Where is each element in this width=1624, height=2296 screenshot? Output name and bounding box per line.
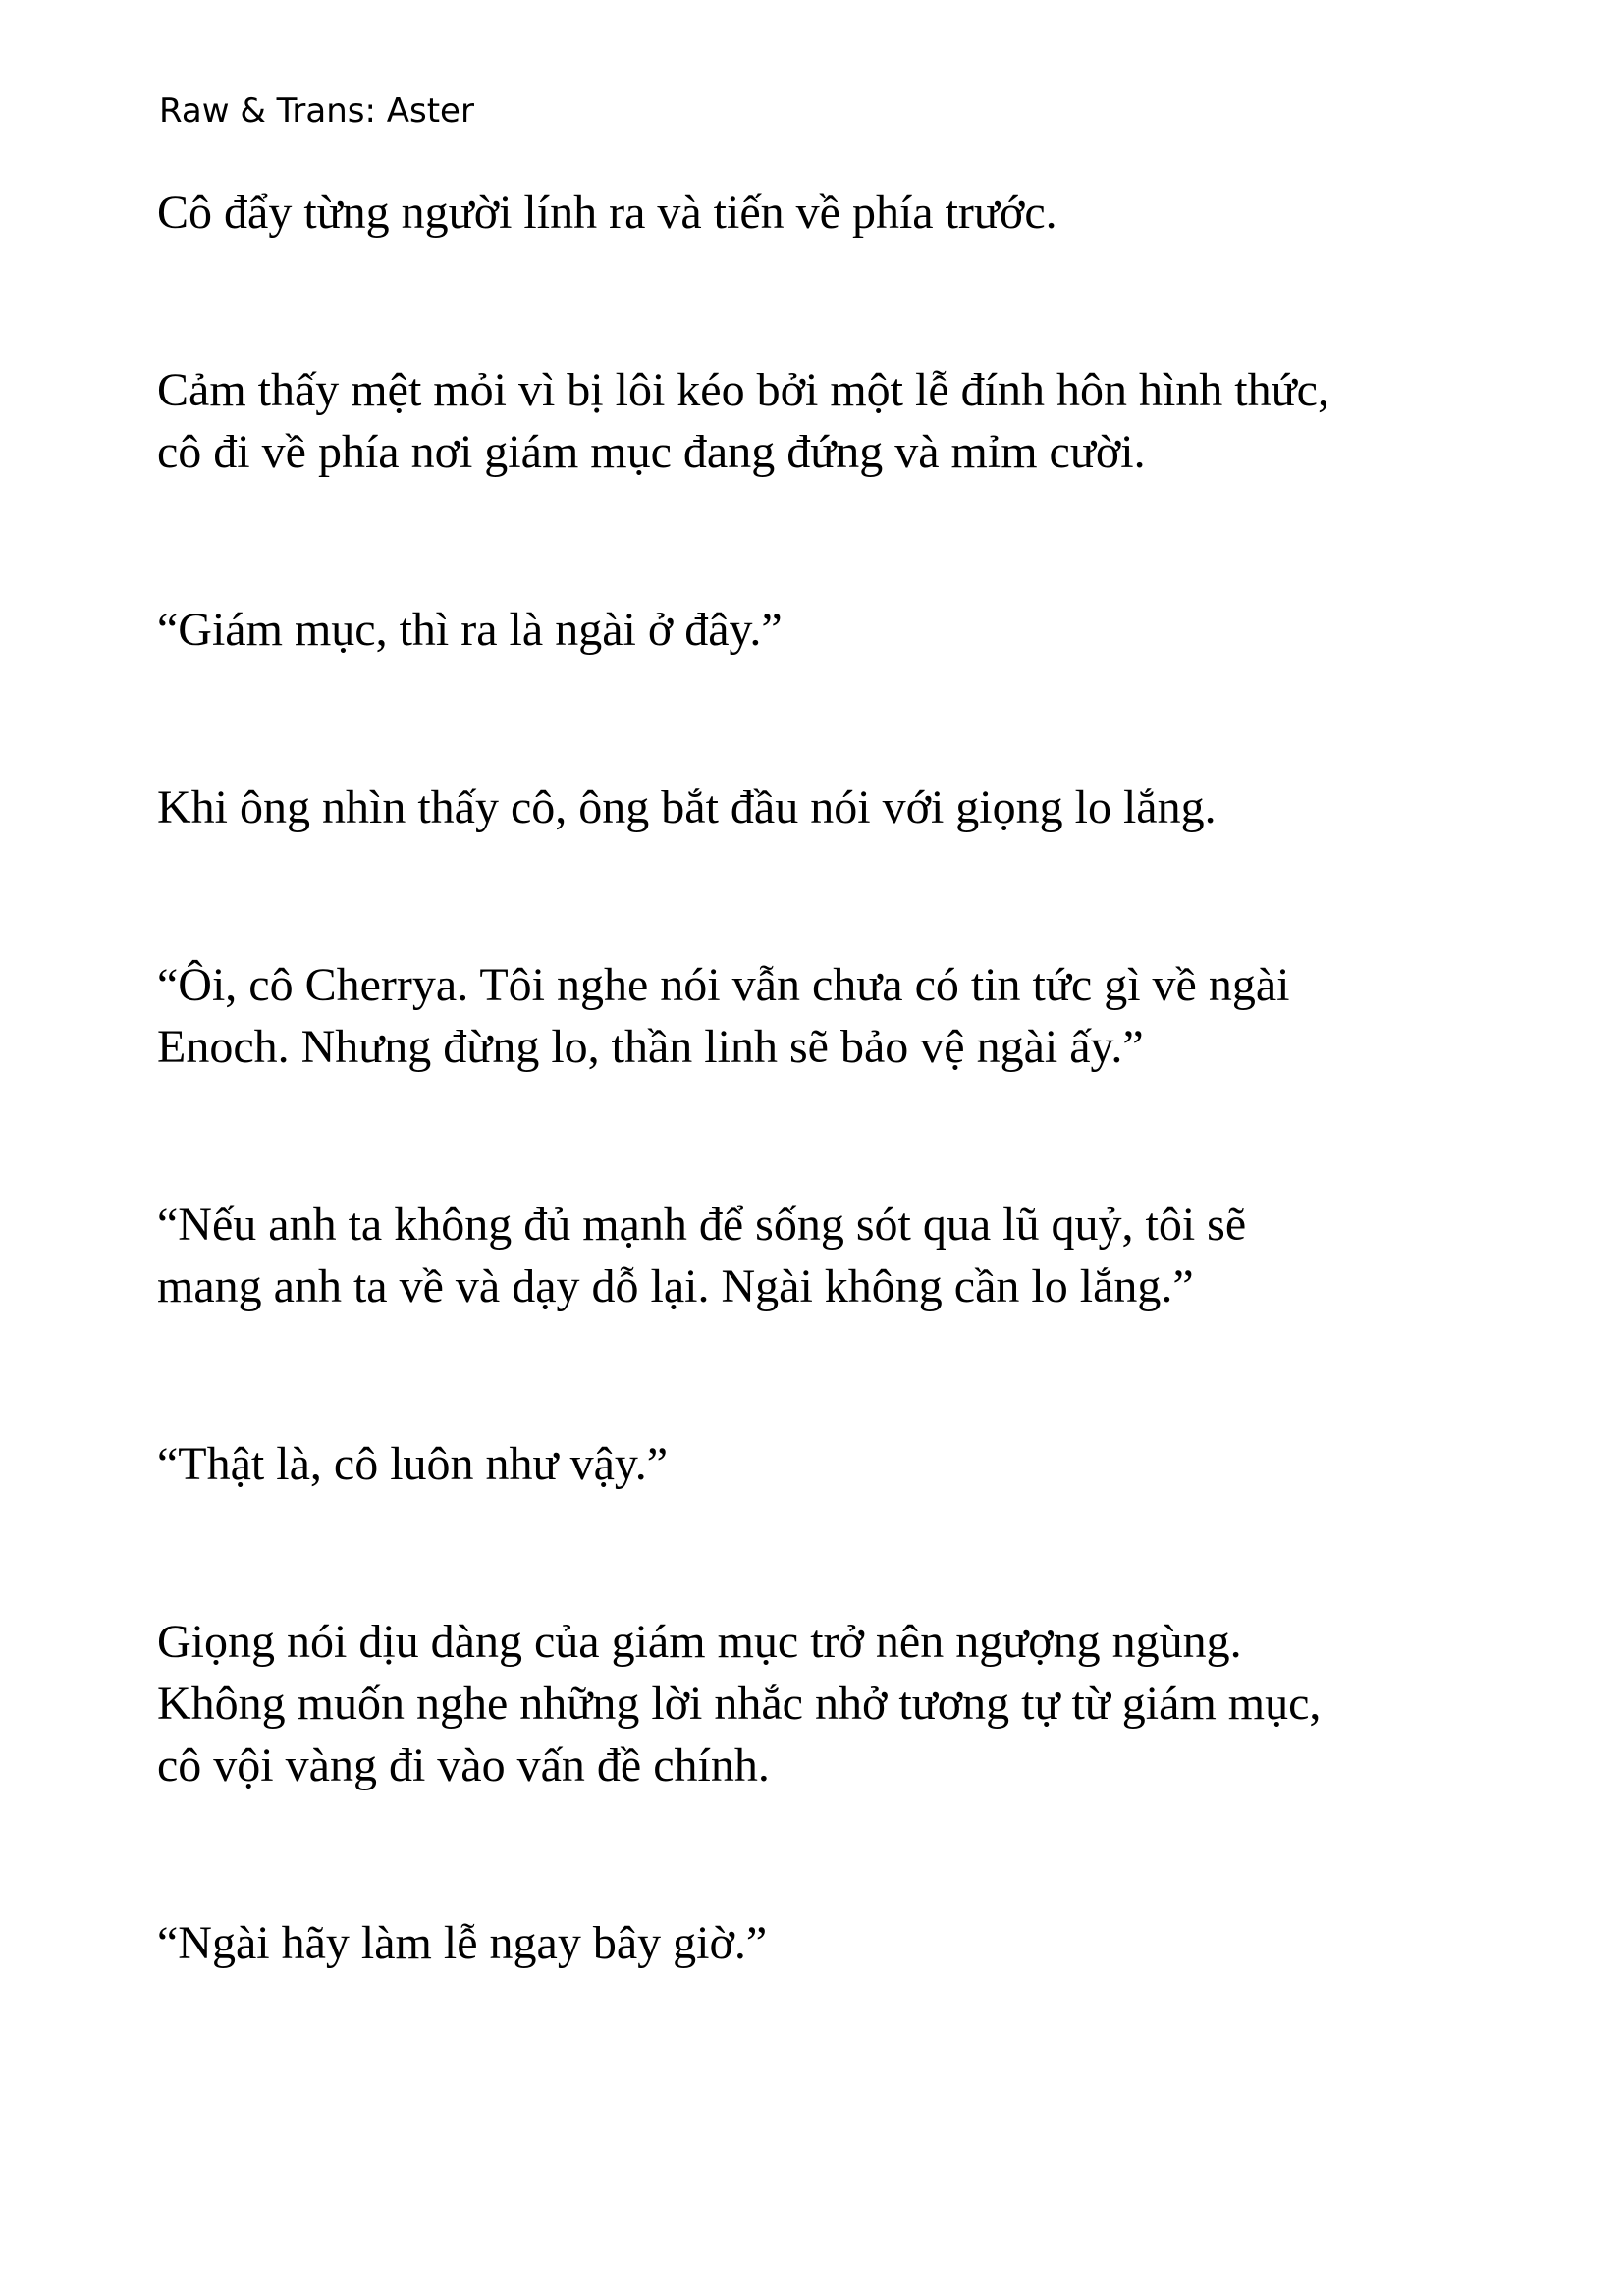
paragraph: [157, 1912, 1492, 1974]
paragraph: [157, 599, 1492, 661]
paragraph: [157, 1611, 1492, 1796]
paragraph-line: “Nếu anh ta không đủ mạnh để sống sót qua lũ quỷ, tôi sẽ: [157, 1199, 1247, 1251]
paragraph: [157, 1433, 1492, 1495]
paragraph: [157, 776, 1492, 838]
paragraph-line: Không muốn nghe những lời nhắc nhở tương tự từ giám mục,: [157, 1678, 1322, 1730]
paragraph: [157, 1194, 1492, 1317]
paragraph: [157, 954, 1492, 1078]
paragraph: [157, 359, 1492, 483]
paragraph-line: Cảm thấy mệt mỏi vì bị lôi kéo bởi một lễ đính hôn hình thức,: [157, 364, 1329, 416]
translator-credit-header: Raw & Trans: Aster: [159, 91, 474, 131]
paragraph: [157, 182, 1492, 243]
paragraph-line: mang anh ta về và dạy dỗ lại. Ngài không cần lo lắng.”: [157, 1260, 1194, 1312]
paragraph-line: “Ngài hãy làm lễ ngay bây giờ.”: [157, 1917, 768, 1969]
paragraph-line: cô đi về phía nơi giám mục đang đứng và mỉm cười.: [157, 426, 1146, 478]
paragraph-line: cô vội vàng đi vào vấn đề chính.: [157, 1739, 770, 1791]
paragraph-line: “Giám mục, thì ra là ngài ở đây.”: [157, 604, 783, 656]
paragraph-line: “Ôi, cô Cherrya. Tôi nghe nói vẫn chưa có tin tức gì về ngài: [157, 959, 1290, 1011]
paragraph-line: Enoch. Nhưng đừng lo, thần linh sẽ bảo vệ ngài ấy.”: [157, 1021, 1144, 1073]
paragraph-line: Khi ông nhìn thấy cô, ông bắt đầu nói với giọng lo lắng.: [157, 781, 1217, 833]
paragraph-line: Giọng nói dịu dàng của giám mục trở nên ngượng ngùng.: [157, 1616, 1242, 1668]
paragraph-line: “Thật là, cô luôn như vậy.”: [157, 1438, 669, 1490]
paragraph-line: Cô đẩy từng người lính ra và tiến về phía trước.: [157, 187, 1057, 239]
document-body: [157, 182, 1492, 2090]
